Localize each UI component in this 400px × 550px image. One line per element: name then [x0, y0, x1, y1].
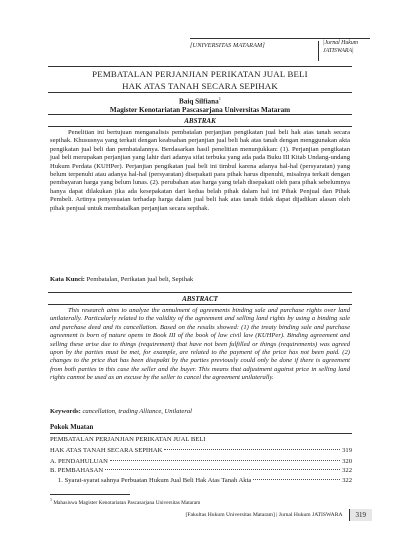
toc-item-page: 319 [342, 447, 352, 454]
page-number: 319 [349, 509, 373, 521]
abstract-keywords-text: cancellation, trading Alliance, Unilateral [82, 408, 193, 415]
header-separator [318, 41, 319, 61]
title-line-2: HAK ATAS TANAH SECARA SEPIHAK [122, 81, 278, 91]
abstract-body [50, 307, 350, 383]
abstrak-keywords [50, 276, 350, 284]
toc-item-page: 322 [342, 477, 352, 484]
abstract-keywords [50, 408, 350, 416]
author-name-line [50, 94, 350, 106]
toc-item [50, 457, 352, 466]
footnote-mark: 1 [50, 497, 52, 502]
toc-item-page: 320 [342, 458, 352, 465]
toc-leader-dots [253, 479, 340, 480]
running-header [190, 38, 370, 62]
abstrak-keywords-text: Pembatalan, Perikatan jual beli, Sepihak [86, 276, 194, 283]
toc-item [50, 466, 352, 475]
toc-heading: Pokok Muatan [50, 424, 94, 431]
abstrak-rule [48, 126, 352, 127]
title-line-1: PEMBATALAN PERJANJIAN PERIKATAN JUAL BELI [92, 69, 308, 79]
abstrak-heading: ABSTRAK [184, 117, 216, 125]
toc-leader-dots [105, 469, 340, 470]
footnote [50, 497, 200, 506]
author-footnote-mark: 1 [218, 96, 221, 101]
header-journal-name: [UNIVERSITAS MATARAM] [190, 42, 265, 49]
author-name: Baiq Silfiana [179, 97, 219, 106]
abstract-keywords-label: Keywords: [50, 408, 81, 415]
toc-item [58, 476, 352, 485]
toc-item [50, 435, 352, 444]
title-top-rule [48, 66, 352, 67]
title-bottom-rule [48, 92, 352, 93]
author-rule [48, 114, 352, 115]
header-right-line1: |Jurnal Hukum [323, 40, 358, 46]
toc-item-text: PEMBATALAN PERJANJIAN PERIKATAN JUAL BELI [50, 436, 206, 443]
footnote-text: Mahasiswa Magister Kenotariatan Pascasarjana Universitas Mataram [53, 499, 201, 506]
abstract-top-rule [48, 292, 352, 293]
abstrak-text: Penelitian ini bertujuan menganalisis pembatalan perjanjian pengikatan jual beli hak atas tanah secara sepihak. Khususnya yang terkait dengan keabsahan perjanjian jual beli hak atas tanah dengan menggunakan akta pengikatan jual beli dan pembatalannya. Berdasarkan hasil penelitian menunjukkan: (1). Perjanjian pengikatan jual beli merupakan perjanjian yang lahir dari adanya sifat terbuka yang ada pada Buku III Kitab Undang-undang Hukum Perdata (KUHPer). Perjanjian pengikatan jual beli ini timbul karena adanya hal-hal (persyaratan) yang belum terpenuhi atau adanya hal-hal (persyaratan) disepakati para pihak harus dipenuhi, misalnya terkait dengan pembayaran harga yang belum lunas. (2). perubahan atas harga yang telah disepakati oleh para pihak sebelumnya hanya dapat dilakukan jika ada kesepakatan dari kedua belah pihak dalam hal ini Pihak Penjual dan Pihak Pembeli. Artinya penyesuaian terhadap harga dalam jual beli hak atas tanah tidak dapat dijadikan alasan oleh pihak penjual untuk membatalkan perjanjian secara sepihak. [50, 129, 350, 212]
abstract-heading: ABSTRACT [182, 295, 218, 303]
running-footer [186, 508, 372, 522]
toc-item-text: A. PENDAHULUAN [50, 458, 108, 465]
toc-item-text: HAK ATAS TANAH SECARA SEPIHAK [50, 447, 163, 454]
header-journal-title [323, 39, 358, 55]
toc-rule [50, 433, 352, 434]
article-title [50, 68, 350, 92]
toc-item-text: B. PEMBAHASAN [50, 467, 104, 474]
footnote-rule [50, 494, 130, 495]
toc-leader-dots [164, 449, 340, 450]
toc-leader-dots [110, 460, 340, 461]
toc-item-page: 322 [342, 467, 352, 474]
abstrak-body [50, 129, 350, 213]
abstract-text: This research aims to analyze the annulment of agreements binding sale and purchase rights over land unilaterally. Particularly related to the validity of the agreement and selling land rights by using a binding sale and purchase deed and its cancellation. Based on the results showed: (1) the treaty binding sale and purchase agreement is born of nature opens in Book III of the book of law civil law (KUHPer). Binding agreement and selling these arise due to things (requirement) that have not been fulfilled or things (requirements) was agreed upon by the parties must be met, for example, are related to the payment of the price has not been paid. (2) changes to the price that has been disepakti by the parties previously could only be done if there is agreement from both parties in this case the seller and the buyer. This means that adjustment against price in selling land rights cannot be used as an excuse by the seller to cancel the agreement unilaterally. [50, 307, 350, 382]
header-right-line2: JATISWARA| [323, 48, 354, 54]
abstrak-keywords-label: Kata Kunci: [50, 276, 85, 283]
author-block [50, 94, 350, 115]
author-affiliation: Magister Kenotariatan Pascasarjana Universitas Mataram [109, 106, 291, 115]
toc-item-text: 1. Syarat-syarat sahnya Perbuatan Hukum Jual Beli Hak Atas Tanah Akta [58, 477, 252, 484]
footer-text: [Fakultas Hukum Universitas Mataram] | Jurnal Hukum JATISWARA [185, 512, 343, 518]
abstract-rule [48, 304, 352, 305]
toc-item [50, 446, 352, 455]
